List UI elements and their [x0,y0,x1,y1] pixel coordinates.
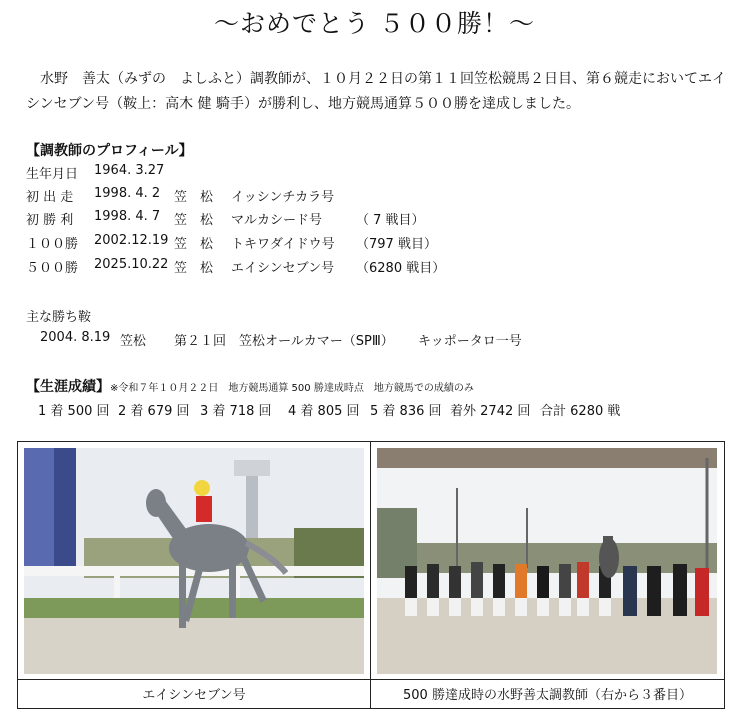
profile-horse: エイシンセブン号 [231,261,335,276]
stat-1st: 1 着 500 回 [38,404,110,419]
profile-track: 笠 松 [174,213,214,228]
profile-label: ５００勝 [26,261,79,276]
main-wins-heading: 主な勝ち鞍 [26,310,92,325]
main-win-horse: キッポータロ一号 [418,334,522,349]
profile-track: 笠 松 [174,237,214,252]
profile-horse: イッシンチカラ号 [231,190,335,205]
main-win-race: 第２１回 笠松オールカマー（SPⅢ） [174,334,394,349]
intro-paragraph [26,67,726,117]
profile-label: １００勝 [26,237,79,252]
stat-2nd: 2 着 679 回 [118,404,190,419]
profile-note: （ 7 戦目） [356,213,425,228]
profile-date: 2002.12.19 [94,233,169,248]
profile-label: 初 出 走 [26,190,74,205]
career-heading: 【生涯成績】 [26,379,110,395]
profile-note: （6280 戦目） [356,261,446,276]
profile-date: 2025.10.22 [94,257,169,272]
page-title: ～おめでとう ５００勝！～ [214,9,535,38]
horse-racing-photo [24,448,364,674]
stat-out: 着外 2742 回 [450,404,531,419]
profile-horse: トキワダイドウ号 [231,237,335,252]
stat-3rd: 3 着 718 回 [200,404,272,419]
profile-date: 1998. 4. 2 [94,186,161,201]
right-photo-caption: 500 勝達成時の水野善太調教師（右から３番目） [403,688,692,703]
profile-track: 笠 松 [174,261,214,276]
photo-table [17,441,725,709]
career-heading-line [26,376,474,396]
profile-note: （797 戦目） [356,237,437,252]
profile-horse: マルカシード号 [231,213,323,228]
profile-track: 笠 松 [174,190,214,205]
career-note: ※令和７年１０月２２日 地方競馬通算 500 勝達成時点 地方競馬での成績のみ [110,383,474,394]
intro-text: 水野 善太（みずの よしふと）調教師が、１０月２２日の第１１回笠松競馬２日目、第６競走においてエイシンセブン号（鞍上：高木 健 騎手）が勝利し、地方競馬通算５００勝を達成しました。 [26,71,726,112]
stat-5th: 5 着 836 回 [370,404,442,419]
profile-heading: 【調教師のプロフィール】 [26,143,193,159]
main-win-track: 笠松 [120,334,147,349]
left-photo-caption: エイシンセブン号 [142,688,246,703]
stat-4th: 4 着 805 回 [288,404,360,419]
main-win-date: 2004. 8.19 [40,330,111,345]
profile-date: 1998. 4. 7 [94,209,161,224]
stat-total: 合計 6280 戦 [540,404,621,419]
profile-label: 生年月日 [26,167,79,182]
profile-label: 初 勝 利 [26,213,74,228]
group-photo [377,448,717,674]
profile-date: 1964. 3.27 [94,163,165,178]
